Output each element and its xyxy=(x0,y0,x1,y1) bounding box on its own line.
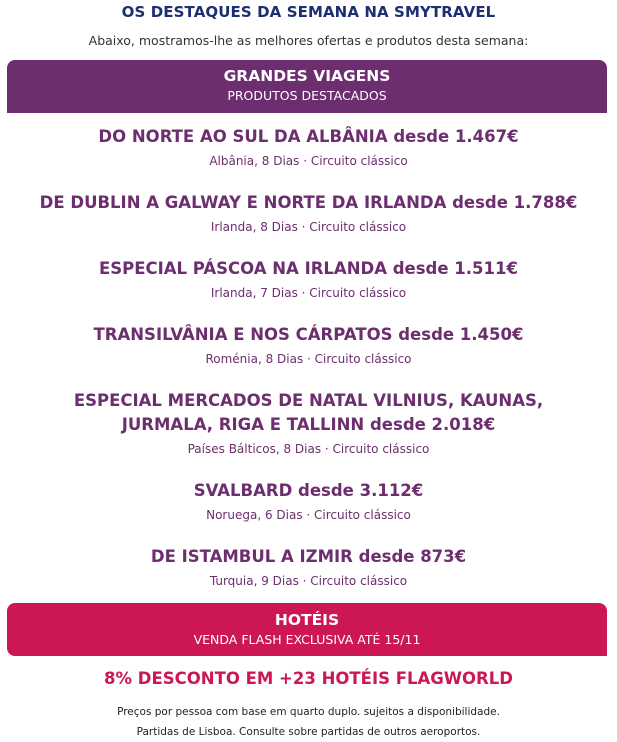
offer-link[interactable]: DO NORTE AO SUL DA ALBÂNIA desde 1.467€ xyxy=(98,127,519,146)
footer-line-2: Partidas de Lisboa. Consulte sobre partidas de outros aeroportos. xyxy=(136,726,481,738)
offer-item xyxy=(0,479,617,523)
offer-link[interactable]: ESPECIAL PÁSCOA NA IRLANDA desde 1.511€ xyxy=(99,259,518,278)
footer-line-1: Preços por pessoa com base em quarto duplo. sujeitos a disponibilidade. xyxy=(117,706,500,718)
offer-meta: Roménia, 8 Dias · Circuito clássico xyxy=(205,352,412,366)
offer-meta: Noruega, 6 Dias · Circuito clássico xyxy=(206,508,411,522)
offer-meta: Países Bálticos, 8 Dias · Circuito clássico xyxy=(187,442,430,456)
hotel-promo-link[interactable]: 8% DESCONTO EM +23 HOTÉIS FLAGWORLD xyxy=(104,669,513,688)
page-title: OS DESTAQUES DA SEMANA NA SMYTRAVEL xyxy=(121,3,496,21)
offer-link[interactable]: DE ISTAMBUL A IZMIR desde 873€ xyxy=(150,547,467,566)
offer-list xyxy=(0,125,617,589)
footer-notes xyxy=(0,702,617,742)
offer-link[interactable]: ESPECIAL MERCADOS DE NATAL VILNIUS, KAUNAS, JURMALA, RIGA E TALLINN desde 2.018€ xyxy=(73,391,544,434)
offer-link[interactable]: DE DUBLIN A GALWAY E NORTE DA IRLANDA desde 1.788€ xyxy=(39,193,578,212)
offer-item xyxy=(0,257,617,301)
offer-item xyxy=(0,125,617,169)
offer-link[interactable]: SVALBARD desde 3.112€ xyxy=(193,481,424,500)
hotel-banner-title: HOTÉIS xyxy=(274,611,340,629)
offer-meta: Turquia, 9 Dias · Circuito clássico xyxy=(209,574,408,588)
offer-item xyxy=(0,191,617,235)
offer-item xyxy=(0,323,617,367)
travel-banner-title: GRANDES VIAGENS xyxy=(223,67,391,85)
page-subtitle: Abaixo, mostramos-lhe as melhores ofertas e produtos desta semana: xyxy=(88,33,529,48)
offer-meta: Albânia, 8 Dias · Circuito clássico xyxy=(209,154,408,168)
offer-link[interactable]: TRANSILVÂNIA E NOS CÁRPATOS desde 1.450€ xyxy=(93,325,524,344)
hotel-banner-subtitle: VENDA FLASH EXCLUSIVA ATÉ 15/11 xyxy=(193,632,421,647)
travel-banner-subtitle: PRODUTOS DESTACADOS xyxy=(227,88,387,103)
offer-meta: Irlanda, 7 Dias · Circuito clássico xyxy=(210,286,407,300)
offer-item xyxy=(0,545,617,589)
offer-item xyxy=(0,389,617,457)
offer-meta: Irlanda, 8 Dias · Circuito clássico xyxy=(210,220,407,234)
hotel-banner xyxy=(7,603,607,656)
travel-banner xyxy=(7,60,607,113)
